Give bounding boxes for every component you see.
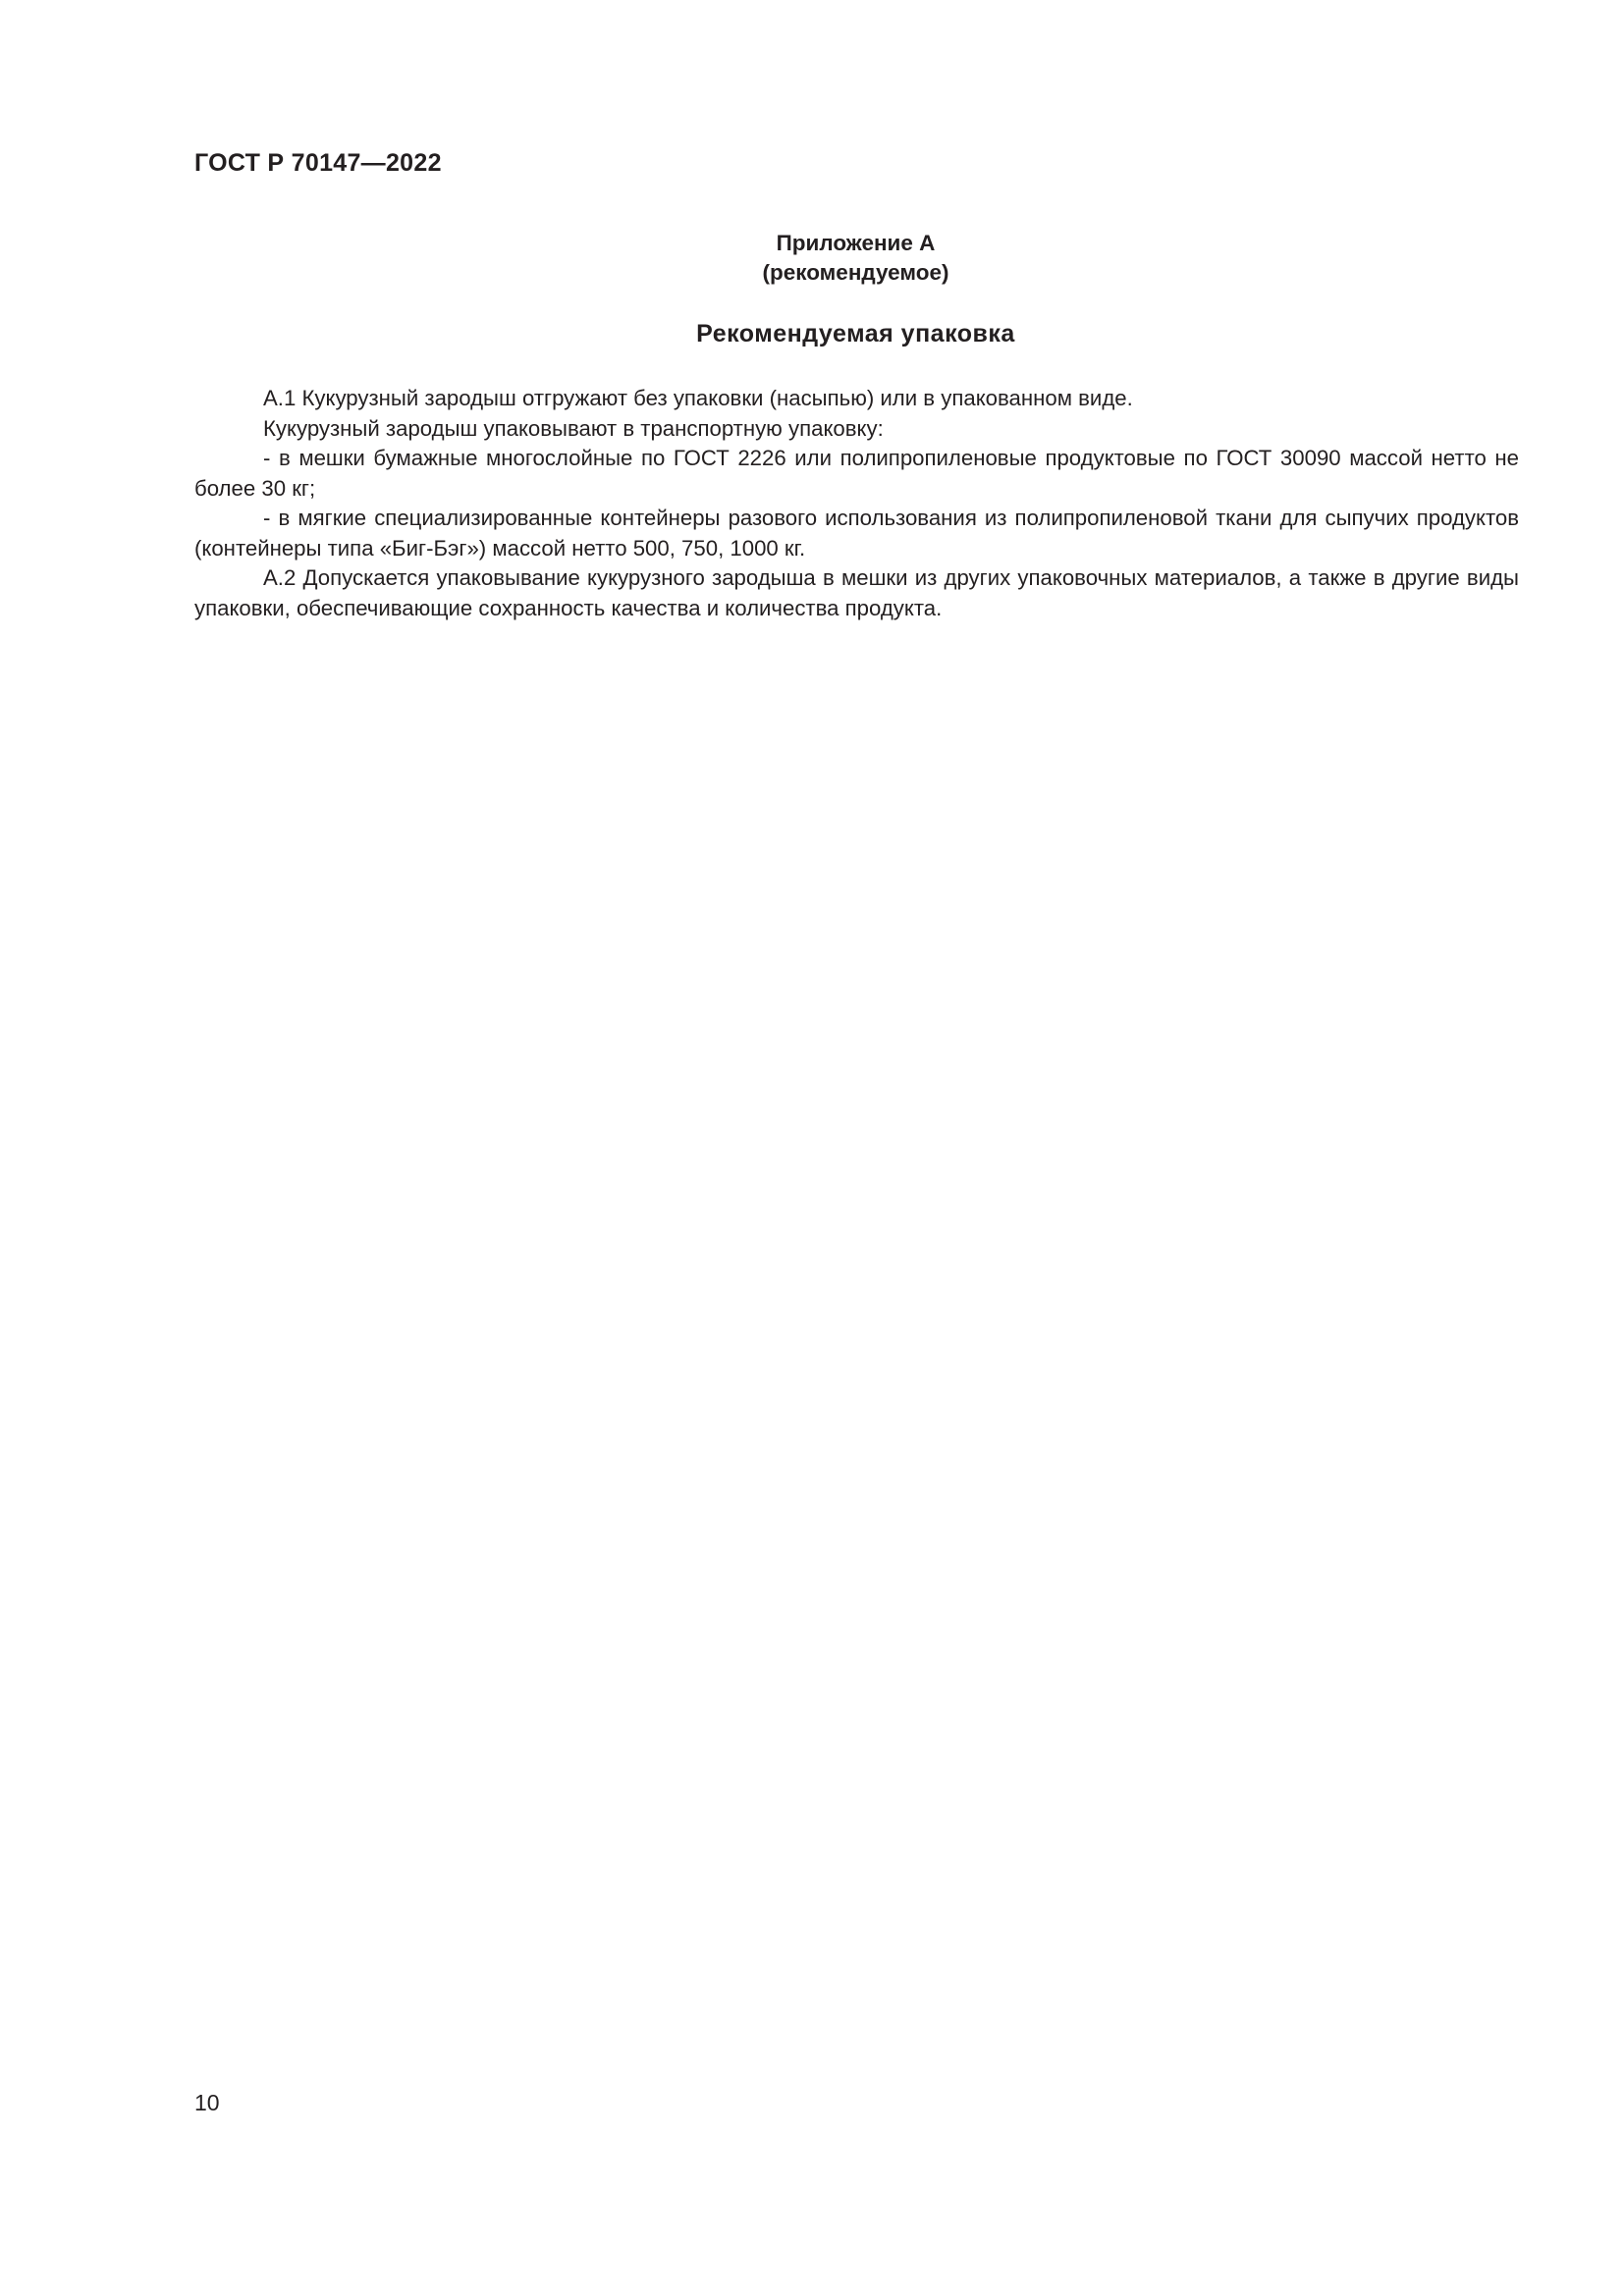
paragraph-a2: А.2 Допускается упаковывание кукурузного зародыша в мешки из других упаковочных материалов, а также в другие виды упаковки, обеспечивающие сохранность качества и количества продукта. xyxy=(194,565,1519,620)
list-item-paper-bags: - в мешки бумажные многослойные по ГОСТ 2226 или полипропиленовые продуктовые по ГОСТ 30090 массой нетто не более 30 кг; xyxy=(194,446,1519,501)
page-number: 10 xyxy=(194,2090,220,2115)
body-text xyxy=(194,384,1519,623)
appendix-status: (рекомендуемое) xyxy=(762,260,949,285)
appendix-title: Приложение А xyxy=(776,231,936,255)
document-code: ГОСТ Р 70147—2022 xyxy=(194,149,442,177)
paragraph-packaging-intro: Кукурузный зародыш упаковывают в транспортную упаковку: xyxy=(263,415,884,441)
appendix-heading xyxy=(194,229,1517,288)
list-item-big-bag-containers: - в мягкие специализированные контейнеры разового использования из полипропиленовой ткани для сыпучих продуктов (контейнеры типа «Биг-Бэг») массой нетто 500, 750, 1000 кг. xyxy=(194,506,1519,561)
section-title: Рекомендуемая упаковка xyxy=(696,320,1015,347)
paragraph-a1: А.1 Кукурузный зародыш отгружают без упаковки (насыпью) или в упакованном виде. xyxy=(263,386,1133,410)
